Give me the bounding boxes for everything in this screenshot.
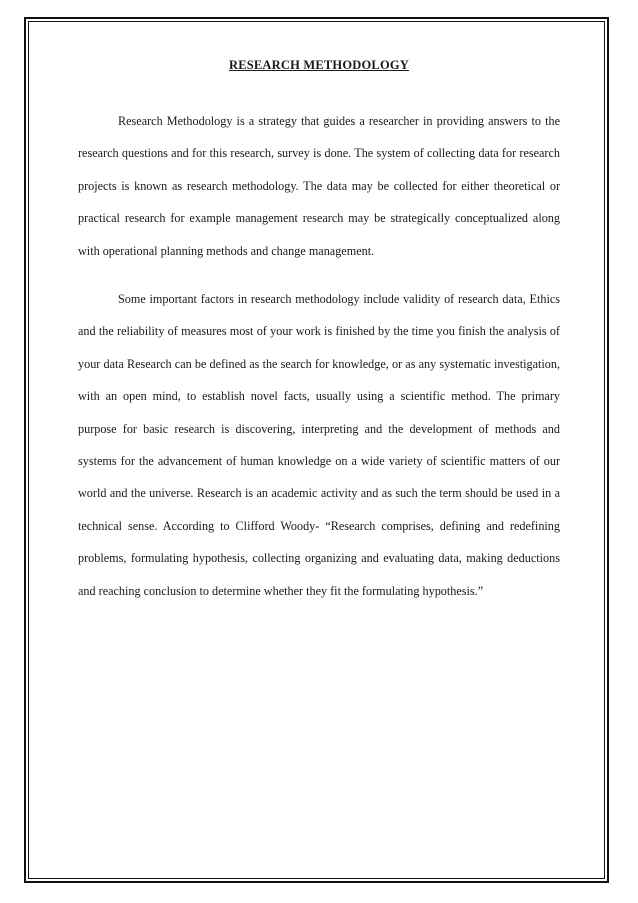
- paragraph-2: Some important factors in research methodology include validity of research data, Ethics and the reliability of measures most of your work is finished by the time you finish the analysis of your data Research can be defined as the search for knowledge, or as any systematic investigation, with an open mind, to establish novel facts, usually using a scientific method. The primary purpose for basic research is discovering, interpreting and the development of methods and systems for the advancement of human knowledge on a wide variety of scientific matters of our world and the universe. Research is an academic activity and as such the term should be used in a technical sense. According to Clifford Woody- “Research comprises, defining and redefining problems, formulating hypothesis, collecting organizing and evaluating data, making deductions and reaching conclusion to determine whether they fit the formulating hypothesis.”: [78, 292, 560, 598]
- document-title: RESEARCH METHODOLOGY: [228, 58, 410, 72]
- paragraph-1: Research Methodology is a strategy that guides a researcher in providing answers to the research questions and for this research, survey is done. The system of collecting data for research projects is known as research methodology. The data may be collected for either theoretical or practical research for example management research may be strategically conceptualized along with operational planning methods and change management.: [78, 114, 560, 258]
